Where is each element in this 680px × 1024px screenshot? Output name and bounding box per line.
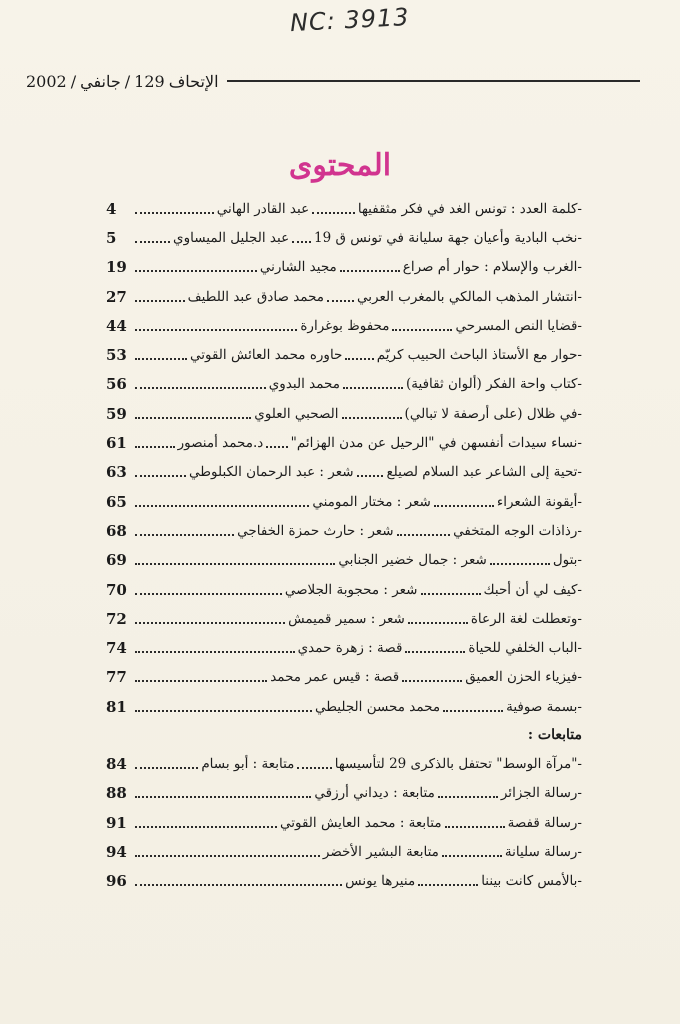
dot-leader bbox=[442, 855, 502, 857]
toc-entry bbox=[106, 340, 582, 369]
dot-leader bbox=[135, 212, 214, 214]
toc-page-number: 27 bbox=[106, 287, 127, 306]
toc-page-number: 65 bbox=[106, 492, 127, 511]
dot-leader bbox=[438, 796, 498, 798]
toc-title: -كتاب واحة الفكر (ألوان ثقافية) bbox=[405, 376, 582, 393]
dot-leader bbox=[340, 270, 400, 272]
toc-author: محمد صادق عبد اللطيف bbox=[187, 288, 325, 305]
toc-page-number: 77 bbox=[106, 668, 127, 687]
toc-page-number: 44 bbox=[106, 316, 127, 335]
dot-leader bbox=[434, 505, 494, 507]
toc-entry bbox=[106, 546, 582, 575]
toc-entry bbox=[106, 663, 582, 692]
toc-page-number: 63 bbox=[106, 463, 127, 482]
toc-title: -بسمة صوفية bbox=[506, 698, 582, 715]
toc-author: شعر : مختار المومني bbox=[312, 493, 431, 510]
toc-entry bbox=[106, 194, 582, 223]
toc-page-number: 5 bbox=[106, 228, 117, 247]
toc-entry bbox=[106, 808, 582, 837]
toc-page-number: 88 bbox=[106, 784, 127, 803]
dot-leader bbox=[135, 270, 257, 272]
running-header bbox=[26, 66, 640, 96]
toc-title: -الباب الخلفي للحياة bbox=[468, 640, 582, 657]
toc-title: -تحية إلى الشاعر عبد السلام لصيلع bbox=[386, 464, 582, 481]
toc-page-number: 56 bbox=[106, 375, 127, 394]
dot-leader bbox=[135, 884, 342, 886]
toc-title: -انتشار المذهب المالكي بالمغرب العربي bbox=[356, 288, 582, 305]
toc-entry bbox=[106, 311, 582, 340]
toc-author: د.محمد أمنصور bbox=[177, 435, 264, 452]
toc-entry bbox=[106, 575, 582, 604]
toc-entry bbox=[106, 282, 582, 311]
toc-author: قصة : زهرة حمدي bbox=[297, 640, 403, 657]
toc-entry bbox=[106, 867, 582, 896]
dot-leader bbox=[343, 387, 403, 389]
header-separator: / bbox=[70, 71, 77, 91]
toc-author: منيرها يونس bbox=[345, 873, 416, 890]
dot-leader bbox=[135, 300, 185, 302]
toc-page-number: 96 bbox=[106, 872, 127, 891]
toc-page-number: 84 bbox=[106, 754, 127, 773]
issue-year: 2002 bbox=[26, 71, 67, 91]
dot-leader bbox=[135, 241, 170, 243]
dot-leader bbox=[135, 710, 312, 712]
toc-page-number: 81 bbox=[106, 697, 127, 716]
dot-leader bbox=[135, 826, 277, 828]
toc-author: متابعة : محمد العايش القوتي bbox=[279, 814, 442, 831]
toc-entry bbox=[106, 779, 582, 808]
toc-page-number: 72 bbox=[106, 609, 127, 628]
toc-title: -قضايا النص المسرحي bbox=[455, 317, 582, 334]
toc-author: محمد محسن الجليطي bbox=[314, 698, 441, 715]
toc-entry bbox=[106, 516, 582, 545]
dot-leader bbox=[135, 622, 285, 624]
dot-leader bbox=[135, 475, 186, 477]
toc-author: شعر : محجوبة الجلاصي bbox=[284, 581, 418, 598]
dot-leader bbox=[342, 417, 402, 419]
dot-leader bbox=[312, 212, 355, 214]
toc-author: عبد الجليل الميساوي bbox=[173, 229, 290, 246]
toc-title: -"مرآة الوسط" تحتفل بالذكرى 29 لتأسيسها bbox=[334, 755, 582, 772]
issue-month: جانفي bbox=[80, 71, 121, 91]
dot-leader bbox=[135, 680, 267, 682]
page-title: المحتوى bbox=[288, 148, 392, 183]
toc-author: متابعة : أبو بسام bbox=[201, 755, 295, 772]
toc-page-number: 59 bbox=[106, 404, 127, 423]
toc-title: -الغرب والإسلام : حوار أم صراع bbox=[402, 259, 582, 276]
issue-info bbox=[26, 72, 219, 91]
toc-page-number: 61 bbox=[106, 434, 127, 453]
table-of-contents bbox=[106, 194, 582, 896]
dot-leader bbox=[357, 475, 384, 477]
dot-leader bbox=[392, 329, 452, 331]
dot-leader bbox=[135, 329, 297, 331]
toc-entry bbox=[106, 487, 582, 516]
dot-leader bbox=[445, 826, 505, 828]
dot-leader bbox=[418, 884, 478, 886]
dot-leader bbox=[402, 680, 462, 682]
header-rule bbox=[227, 80, 640, 82]
toc-entry bbox=[106, 399, 582, 428]
toc-title: -رسالة قفصة bbox=[507, 814, 582, 831]
toc-author: متابعة : ديداني أرزقي bbox=[314, 785, 435, 802]
dot-leader bbox=[292, 241, 311, 243]
dot-leader bbox=[135, 417, 251, 419]
section-heading: متابعات : bbox=[527, 727, 582, 744]
toc-page-number: 69 bbox=[106, 551, 127, 570]
toc-entry bbox=[106, 604, 582, 633]
toc-author: قصة : قيس عمر محمد bbox=[270, 669, 400, 686]
toc-author: عبد القادر الهاني bbox=[216, 200, 310, 217]
toc-title: -كيف لي أن أحبك bbox=[483, 581, 582, 598]
toc-entry bbox=[106, 633, 582, 662]
toc-title: -بالأمس كانت بيننا bbox=[481, 873, 582, 890]
dot-leader bbox=[135, 767, 198, 769]
dot-leader bbox=[135, 651, 295, 653]
toc-page-number: 94 bbox=[106, 842, 127, 861]
issue-number: 129 bbox=[134, 71, 165, 91]
dot-leader bbox=[443, 710, 503, 712]
toc-author: شعر : حارث حمزة الخفاجي bbox=[237, 522, 394, 539]
toc-title: -رذاذات الوجه المتخفي bbox=[453, 522, 582, 539]
toc-page-number: 19 bbox=[106, 258, 127, 277]
dot-leader bbox=[421, 593, 481, 595]
toc-title: -وتعطلت لغة الرعاة bbox=[470, 610, 582, 627]
toc-author: محفوظ بوغرارة bbox=[300, 317, 390, 334]
toc-author: شعر : سمير قميمش bbox=[288, 610, 405, 627]
toc-title: -في ظلال (على أرصفة لا تبالي) bbox=[404, 405, 582, 422]
dot-leader bbox=[408, 622, 468, 624]
toc-title: -نخب البادية وأعيان جهة سليانة في تونس ق 19 bbox=[314, 229, 582, 246]
dot-leader bbox=[135, 563, 335, 565]
toc-title: -رسالة الجزائر bbox=[500, 785, 582, 802]
dot-leader bbox=[327, 300, 354, 302]
toc-entry bbox=[106, 837, 582, 866]
toc-title: -أيقونة الشعراء bbox=[496, 493, 582, 510]
toc-author: حاوره محمد العائش القوتي bbox=[189, 347, 343, 364]
toc-page-number: 91 bbox=[106, 813, 127, 832]
toc-page-number: 53 bbox=[106, 346, 127, 365]
toc-page-number: 68 bbox=[106, 521, 127, 540]
toc-entry bbox=[106, 749, 582, 778]
toc-title: -حوار مع الأستاذ الباحث الحبيب كريّم bbox=[376, 347, 582, 364]
toc-author: شعر : جمال خضير الجنابي bbox=[338, 552, 487, 569]
dot-leader bbox=[135, 593, 282, 595]
toc-title: -بتول bbox=[552, 552, 582, 569]
dot-leader bbox=[135, 505, 309, 507]
toc-page-number: 74 bbox=[106, 639, 127, 658]
toc-author: مجيد الشارني bbox=[259, 259, 337, 276]
journal-name: الإتحاف bbox=[168, 71, 219, 91]
dot-leader bbox=[135, 534, 234, 536]
dot-leader bbox=[135, 796, 311, 798]
dot-leader bbox=[345, 358, 373, 360]
toc-author: شعر : عبد الرحمان الكبلوطي bbox=[189, 464, 354, 481]
dot-leader bbox=[405, 651, 465, 653]
dot-leader bbox=[490, 563, 550, 565]
toc-title: -رسالة سليانة bbox=[504, 843, 582, 860]
dot-leader bbox=[135, 446, 175, 448]
toc-entry bbox=[106, 692, 582, 721]
toc-entry bbox=[106, 370, 582, 399]
toc-author: متابعة البشير الأخضر bbox=[322, 843, 439, 860]
toc-title: -فيزياء الحزن العميق bbox=[465, 669, 582, 686]
dot-leader bbox=[297, 767, 331, 769]
dot-leader bbox=[135, 358, 187, 360]
dot-leader bbox=[135, 855, 320, 857]
toc-author: محمد البدوي bbox=[268, 376, 340, 393]
toc-author: الصحبي العلوي bbox=[254, 405, 339, 422]
toc-page-number: 70 bbox=[106, 580, 127, 599]
dot-leader bbox=[266, 446, 287, 448]
toc-entry bbox=[106, 253, 582, 282]
handwritten-call-number: NC: 3913 bbox=[289, 2, 411, 38]
toc-page-number: 4 bbox=[106, 199, 117, 218]
toc-title: -نساء سيدات أنفسهن في "الرحيل عن مدن الهزائم" bbox=[290, 435, 582, 452]
header-separator: / bbox=[124, 71, 131, 91]
toc-entry bbox=[106, 223, 582, 252]
dot-leader bbox=[135, 387, 266, 389]
dot-leader bbox=[397, 534, 451, 536]
toc-title: -كلمة العدد : تونس الغد في فكر مثقفيها bbox=[357, 200, 582, 217]
toc-entry bbox=[106, 458, 582, 487]
toc-entry bbox=[106, 428, 582, 457]
